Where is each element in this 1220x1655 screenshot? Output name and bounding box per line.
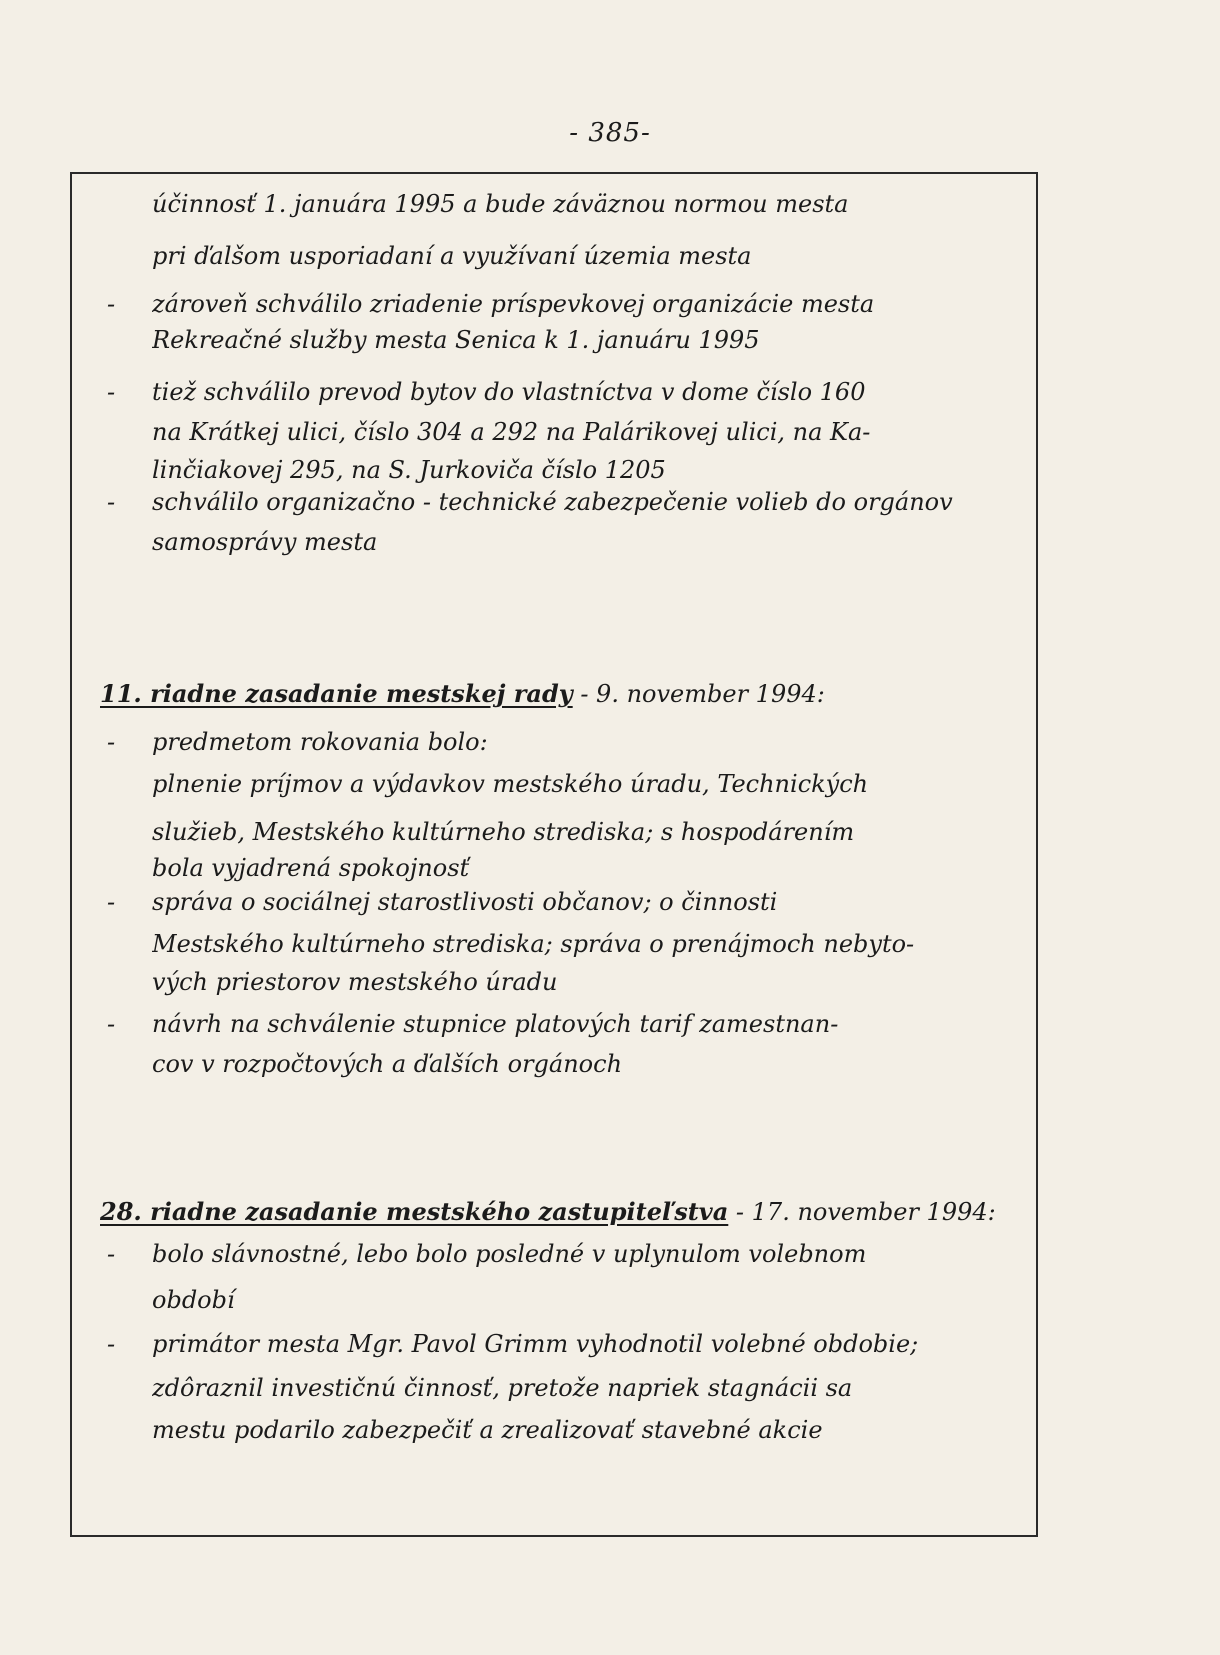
bullet-dash: - (106, 488, 116, 516)
heading-date: - 9. november 1994: (572, 680, 825, 708)
bullet-dash: - (106, 1330, 116, 1358)
heading-title: 28. riadne zasadanie mestského zastupiteľstva (100, 1197, 729, 1226)
line-text: zároveň schválilo zriadenie príspevkovej organizácie mesta (152, 290, 875, 318)
line-text: plnenie príjmov a výdavkov mestského úradu, Technických (152, 770, 869, 798)
page-number: - 385- (569, 118, 651, 148)
heading-text (100, 1194, 1016, 1230)
bullet-dash: - (106, 378, 116, 406)
line-text: vých priestorov mestského úradu (152, 968, 558, 996)
line-text: návrh na schválenie stupnice platových tarif zamestnan- (152, 1010, 839, 1038)
bullet-dash: - (106, 1240, 116, 1268)
heading-date: - 17. november 1994: (728, 1198, 996, 1226)
bullet-dash: - (106, 728, 116, 756)
line-text: linčiakovej 295, na S. Jurkoviča číslo 1205 (152, 456, 666, 484)
heading-title: 11. riadne zasadanie mestskej rady (100, 679, 573, 708)
bullet-dash: - (106, 290, 116, 318)
bullet-dash: - (106, 1010, 116, 1038)
line-text: predmetom rokovania bolo: (152, 728, 488, 756)
line-text: schválilo organizačno - technické zabezpečenie volieb do orgánov (152, 488, 953, 516)
line-text: mestu podarilo zabezpečiť a zrealizovať stavebné akcie (152, 1416, 823, 1444)
line-text: období (152, 1286, 235, 1314)
line-text: primátor mesta Mgr. Pavol Grimm vyhodnotil volebné obdobie; (152, 1330, 919, 1358)
line-text: samosprávy mesta (152, 528, 378, 556)
line-text: Rekreačné služby mesta Senica k 1. januáru 1995 (152, 326, 760, 354)
line-text: tiež schválilo prevod bytov do vlastníctva v dome číslo 160 (152, 378, 866, 406)
line-text: účinnosť 1. januára 1995 a bude záväznou normou mesta (152, 190, 849, 218)
line-text: bola vyjadrená spokojnosť (152, 854, 470, 882)
line-text: služieb, Mestského kultúrneho strediska; s hospodárením (152, 818, 855, 846)
line-text: Mestského kultúrneho strediska; správa o prenájmoch nebyto- (152, 930, 915, 958)
line-text: správa o sociálnej starostlivosti občanov; o činnosti (152, 888, 778, 916)
heading-text (100, 676, 1016, 712)
line-text: zdôraznil investičnú činnosť, pretože napriek stagnácii sa (152, 1374, 853, 1402)
line-text: pri ďalšom usporiadaní a využívaní územia mesta (152, 242, 752, 270)
bullet-dash: - (106, 888, 116, 916)
line-text: na Krátkej ulici, číslo 304 a 292 na Palárikovej ulici, na Ka- (152, 418, 871, 446)
line-text: bolo slávnostné, lebo bolo posledné v uplynulom volebnom (152, 1240, 867, 1268)
text-frame (70, 172, 1038, 1537)
line-text: cov v rozpočtových a ďalších orgánoch (152, 1050, 623, 1078)
